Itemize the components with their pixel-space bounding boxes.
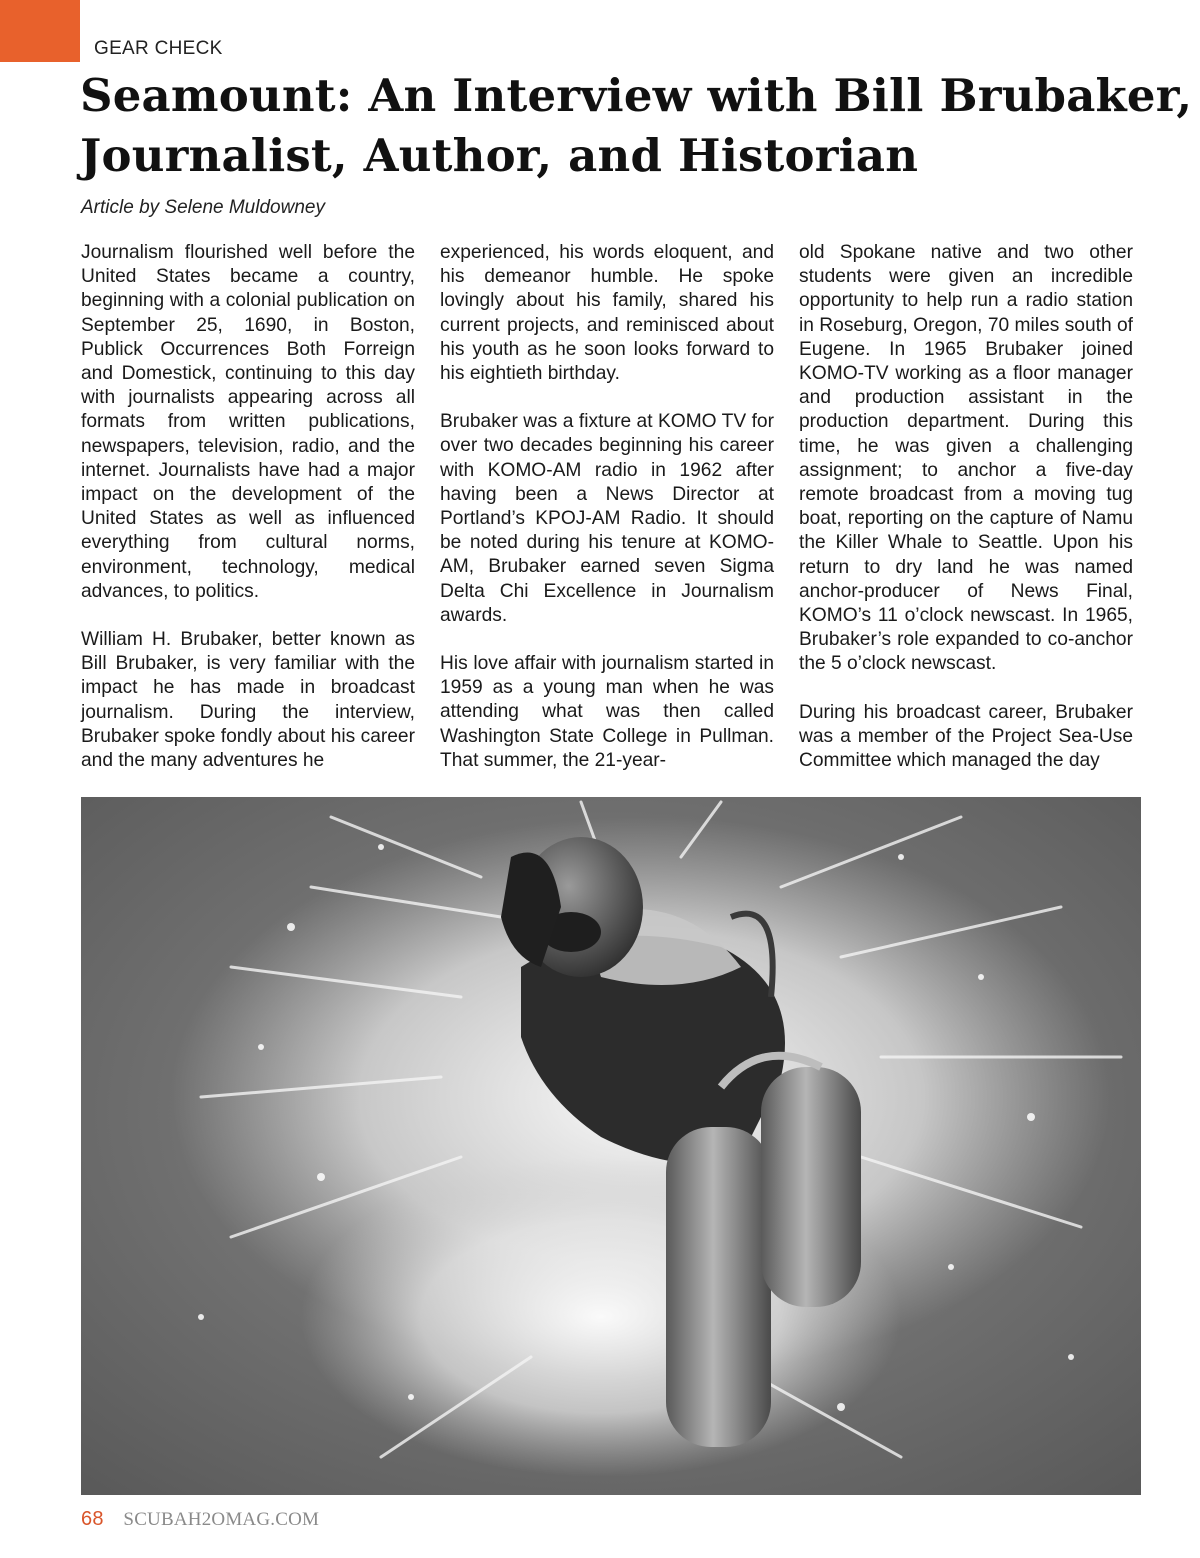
article-title [80,66,1193,186]
article-title-line-2: Journalist, Author, and Historian [80,129,919,182]
scuba-tank-icon [666,1127,771,1447]
section-label: GEAR CHECK [94,38,223,59]
paragraph: experienced, his words eloquent, and his demeanor humble. He spoke lovingly about his family, shared his current projects, and reminisced about his youth as he soon looks forward to his eightieth birthday. [440,242,774,385]
paragraph: William H. Brubaker, better known as Bill Brubaker, is very familiar with the impact he has made in broadcast journalism. During the interview, Brubaker spoke fondly about his career and the many adventures he [81,629,415,772]
paragraph: old Spokane native and two other students were given an incredible opportunity to help run a radio station in Roseburg, Oregon, 70 miles south of Eugene. In 1965 Brubaker joined KOMO-TV working as a floor manager and production assistant in the production department. During this time, he was given a challenging assignment; to anchor a five-day remote broadcast from a moving tug boat, reporting on the capture of Namu the Killer Whale to Seattle. Upon his return to dry land he was named anchor-producer of News Final, KOMO’s 11 o’clock newscast. In 1965, Brubaker’s role expanded to co-anchor the 5 o’clock newscast. [799,242,1133,675]
text-column-2 [440,241,774,773]
page-footer [81,1508,319,1531]
article-byline: Article by Selene Muldowney [81,197,325,218]
section-color-tab [0,0,80,62]
site-name: SCUBAH2OMAG.COM [123,1509,320,1530]
paragraph: Brubaker was a fixture at KOMO TV for over two decades beginning his career with KOMO-AM radio in 1962 after having been a News Director at Portland’s KPOJ-AM Radio. It should be noted during his tenure at KOMO-AM, Brubaker earned seven Sigma Delta Chi Excellence in Journalism awards. [440,411,774,626]
text-column-1 [81,241,415,773]
scuba-tank-icon [761,1067,861,1307]
paragraph: During his broadcast career, Brubaker was a member of the Project Sea-Use Committee which managed the day [799,701,1133,772]
page-number: 68 [81,1508,104,1530]
paragraph: His love affair with journalism started in 1959 as a young man when he was attending what was then called Washington State College in Pullman. That summer, the 21-year- [440,653,774,771]
diver-photo [81,797,1141,1495]
paragraph: Journalism flourished well before the United States became a country, beginning with a colonial publication on September 25, 1690, in Boston, Publick Occurrences Both Forreign and Domestick, continuing to this day with journalists appearing across all formats from written publications, newspapers, television, radio, and the internet. Journalists have had a major impact on the development of the United States as well as influenced everything from cultural norms, environment, technology, medical advances, to politics. [81,242,415,602]
text-column-3 [799,241,1133,773]
diver-photo-icon [81,797,1141,1495]
article-title-line-1: Seamount: An Interview with Bill Brubaker, [80,69,1193,122]
